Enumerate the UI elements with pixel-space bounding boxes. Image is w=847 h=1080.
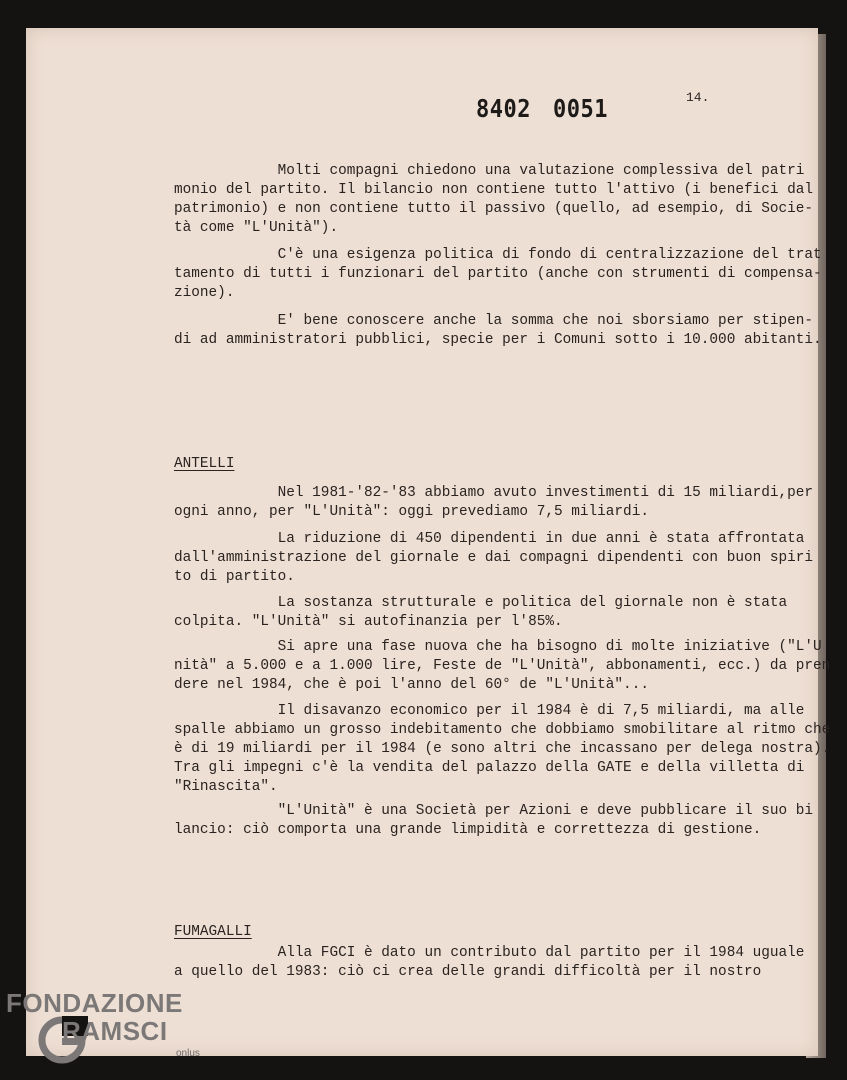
text-line: dall'amministrazione del giornale e dai compagni dipendenti con buon spiri xyxy=(174,550,814,566)
text-line: a quello del 1983: ciò ci crea delle grandi difficoltà per il nostro xyxy=(174,964,762,980)
section-heading-fumagalli: FUMAGALLI xyxy=(174,924,252,940)
text-line: patrimonio) e non contiene tutto il passivo (quello, ad esempio, di Socie- xyxy=(174,201,814,217)
paragraph-fase-nuova xyxy=(174,638,830,695)
text-line: Molti compagni chiedono una valutazione complessiva del patri xyxy=(174,163,805,179)
document-page xyxy=(26,28,831,1056)
text-line: Tra gli impegni c'è la vendita del palazzo della GATE e della villetta di xyxy=(174,760,805,776)
text-line: "Rinascita". xyxy=(174,779,278,795)
page-number: 14. xyxy=(686,90,710,105)
text-line: Si apre una fase nuova che ha bisogno di molte iniziative ("L'U xyxy=(174,639,822,655)
stamp-right-number: 0051 xyxy=(552,95,608,124)
watermark-subtitle: onlus xyxy=(176,1048,200,1059)
text-line: ogni anno, per "L'Unità": oggi prevediamo 7,5 miliardi. xyxy=(174,504,649,520)
paragraph-disavanzo xyxy=(174,702,830,797)
text-line: La sostanza strutturale e politica del giornale non è stata xyxy=(174,595,788,611)
text-line: La riduzione di 450 dipendenti in due anni è stata affrontata xyxy=(174,531,805,547)
paragraph-sostanza xyxy=(174,594,787,632)
watermark-line2: RAMSCI xyxy=(62,1016,168,1046)
watermark-line1: FONDAZIONE xyxy=(6,988,183,1018)
text-line: C'è una esigenza politica di fondo di centralizzazione del trat xyxy=(174,247,822,263)
text-line: Il disavanzo economico per il 1984 è di 7,5 miliardi, ma alle xyxy=(174,703,805,719)
paragraph-riduzione xyxy=(174,530,813,587)
text-line: dere nel 1984, che è poi l'anno del 60° de "L'Unità"... xyxy=(174,677,649,693)
text-line: to di partito. xyxy=(174,569,295,585)
text-line: spalle abbiamo un grosso indebitamento che dobbiamo smobilitare al ritmo che xyxy=(174,722,831,738)
text-line: è di 19 miliardi per il 1984 (e sono altri che incassano per delega nostra). xyxy=(174,741,831,757)
paragraph-patrimonio xyxy=(174,162,813,238)
paragraph-centralizzazione xyxy=(174,246,822,303)
archival-stamp xyxy=(476,95,608,124)
text-line: di ad amministratori pubblici, specie per i Comuni sotto i 10.000 abitanti. xyxy=(174,332,822,348)
text-line: monio del partito. Il bilancio non contiene tutto l'attivo (i benefici dal xyxy=(174,182,814,198)
text-line: Nel 1981-'82-'83 abbiamo avuto investimenti di 15 miliardi,per xyxy=(174,485,814,501)
paragraph-fgci xyxy=(174,944,804,982)
text-line: zione). xyxy=(174,285,235,301)
text-line: E' bene conoscere anche la somma che noi sborsiamo per stipen- xyxy=(174,313,814,329)
text-line: lancio: ciò comporta una grande limpidità e correttezza di gestione. xyxy=(174,822,762,838)
paragraph-bilancio-unita xyxy=(174,802,813,840)
paragraph-stipendi xyxy=(174,312,822,350)
text-line: "L'Unità" è una Società per Azioni e deve pubblicare il suo bi xyxy=(174,803,814,819)
fondazione-gramsci-watermark xyxy=(6,988,226,1068)
stamp-left-number: 8402 xyxy=(476,95,531,124)
text-line: Alla FGCI è dato un contributo dal partito per il 1984 uguale xyxy=(174,945,805,961)
text-line: colpita. "L'Unità" si autofinanzia per l'85%. xyxy=(174,614,563,630)
paragraph-investimenti xyxy=(174,484,813,522)
text-line: tamento di tutti i funzionari del partito (anche con strumenti di compensa- xyxy=(174,266,822,282)
text-line: nità" a 5.000 e a 1.000 lire, Feste de "L'Unità", abbonamenti, ecc.) da pren xyxy=(174,658,831,674)
section-heading-antelli: ANTELLI xyxy=(174,456,235,472)
text-line: tà come "L'Unità"). xyxy=(174,220,339,236)
